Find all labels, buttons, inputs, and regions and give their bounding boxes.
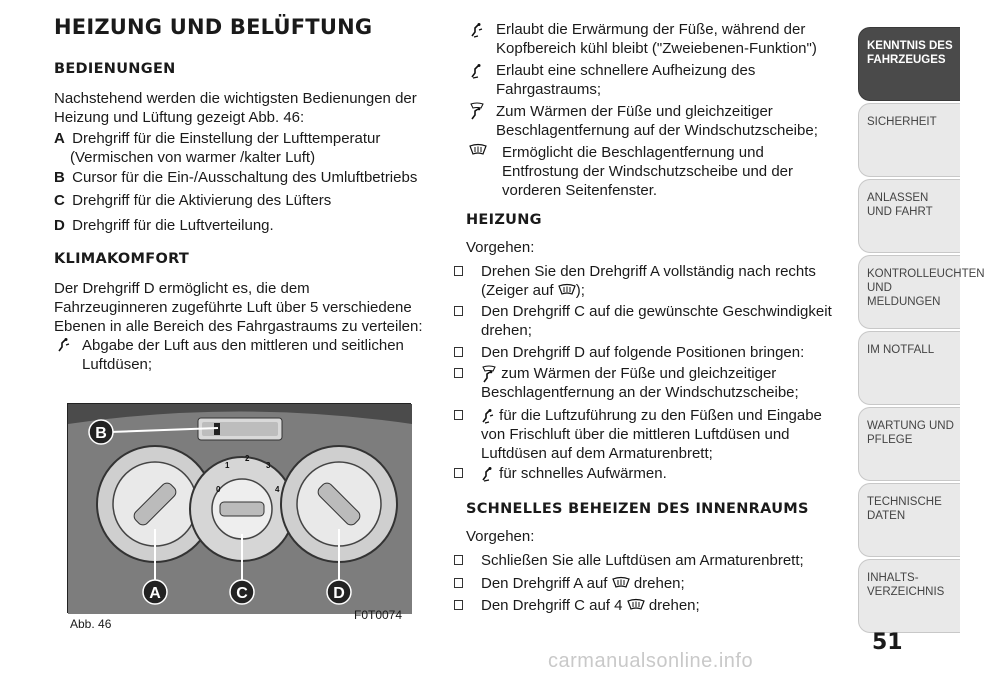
- callout-a: A: [149, 585, 161, 602]
- face-feet-vent-icon: [470, 22, 484, 38]
- schnell-step-3: Den Drehgriff C auf 4 drehen;: [452, 596, 857, 615]
- heizung-step-4: zum Wärmen der Füße und gleichzeitiger Beschlagentfernung an der Windschutzscheibe;: [452, 364, 857, 402]
- tab-kontrolleuchten[interactable]: KONTROLLEUCHTEN UND MELDUNGEN: [858, 255, 960, 329]
- watermark: carmanualsonline.info: [548, 650, 754, 672]
- figure-code: F0T0074: [354, 608, 403, 622]
- tab-inhaltsverzeichnis[interactable]: INHALTS- VERZEICHNIS: [858, 559, 960, 633]
- schnell-vorgehen: Vorgehen:: [466, 528, 535, 545]
- heizung-step-6: für schnelles Aufwärmen.: [452, 464, 857, 483]
- heizung-step-1: Drehen Sie den Drehgriff A vollständig nach rechts (Zeiger auf );: [452, 262, 857, 300]
- face-vent-text: Abgabe der Luft aus den mittleren und seitlichen Luftdüsen;: [82, 337, 404, 373]
- tab-im-notfall[interactable]: IM NOTFALL: [858, 331, 960, 405]
- schnell-step-1: Schließen Sie alle Luftdüsen am Armaturenbrett;: [452, 551, 857, 570]
- windscreen-defrost-icon: [469, 144, 487, 158]
- page-number: 51: [872, 630, 903, 655]
- face-feet-vent-icon: [481, 408, 495, 424]
- figure-abb-46: [67, 403, 411, 613]
- control-item-c: C Drehgriff für die Aktivierung des Lüfters: [54, 192, 332, 209]
- fan-speed-2: 2: [245, 454, 250, 463]
- feet-vent-icon: [481, 466, 495, 482]
- defrost-icon: [627, 599, 645, 613]
- klimakomfort-title: KLIMAKOMFORT: [54, 251, 190, 267]
- tab-kenntnis-des-fahrzeuges[interactable]: KENNTNIS DES FAHRZEUGES: [858, 27, 960, 101]
- bedienungen-title: BEDIENUNGEN: [54, 61, 176, 77]
- callout-b: B: [95, 425, 107, 442]
- mode-feet-defrost-text: Zum Wärmen der Füße und gleichzeitiger Beschlagentfernung auf der Windschutzscheibe;: [496, 103, 818, 139]
- heizung-vorgehen: Vorgehen:: [466, 239, 535, 256]
- mode-defrost-text: Ermöglicht die Beschlagentfernung und Entfrostung der Windschutzscheibe und der vorderen Seitenfenster.: [502, 144, 793, 199]
- fan-speed-3: 3: [266, 461, 271, 470]
- fan-speed-1: 1: [225, 461, 230, 470]
- callout-c: C: [236, 585, 248, 602]
- mode-face-feet-text: Erlaubt die Erwärmung der Füße, während der Kopfbereich kühl bleibt ("Zweiebenen-Funktion"): [496, 21, 817, 57]
- defrost-icon: [612, 577, 630, 591]
- tab-technische-daten[interactable]: TECHNISCHE DATEN: [858, 483, 960, 557]
- schnell-step-2: Den Drehgriff A auf drehen;: [452, 574, 857, 593]
- figure-caption: Abb. 46: [70, 617, 112, 631]
- bedienungen-intro: Nachstehend werden die wichtigsten Bedienungen der Heizung und Lüftung gezeigt Abb. 46:: [54, 90, 417, 126]
- section-heading: HEIZUNG UND BELÜFTUNG: [54, 15, 373, 39]
- feet-vent-icon: [470, 63, 484, 79]
- tab-sicherheit[interactable]: SICHERHEIT: [858, 103, 960, 177]
- fan-speed-4: 4: [275, 485, 280, 494]
- face-vent-icon: [56, 337, 70, 353]
- tab-wartung-und-pflege[interactable]: WARTUNG UND PFLEGE: [858, 407, 960, 481]
- control-item-b: B Cursor für die Ein-/Ausschaltung des Umluftbetriebs: [54, 169, 418, 186]
- klimakomfort-intro: Der Drehgriff D ermöglicht es, die dem Fahrzeuginneren zugeführte Luft über 5 verschiedene Ebenen in alle Bereich des Fahrgastraums zu verteilen:: [54, 280, 423, 335]
- control-item-a: A Drehgriff für die Einstellung der Lufttemperatur (Vermischen von warmer /kalter Luft): [54, 130, 381, 166]
- tab-anlassen-und-fahrt[interactable]: ANLASSEN UND FAHRT: [858, 179, 960, 253]
- fan-speed-0: 0: [216, 485, 221, 494]
- heizung-title: HEIZUNG: [466, 212, 542, 228]
- control-item-d: D Drehgriff für die Luftverteilung.: [54, 217, 274, 234]
- heizung-step-2: Den Drehgriff C auf die gewünschte Geschwindigkeit drehen;: [452, 302, 857, 340]
- callout-d: D: [333, 585, 345, 602]
- hvac-panel-illustration: [68, 404, 412, 614]
- defrost-icon: [558, 284, 576, 298]
- feet-defrost-icon: [469, 102, 485, 120]
- chapter-tabs: [858, 0, 985, 678]
- feet-defrost-icon: [481, 365, 497, 383]
- heizung-step-5: für die Luftzuführung zu den Füßen und Eingabe von Frischluft über die mittleren Luftdüsen und Luftdüsen auf dem Armaturenbrett;: [452, 406, 857, 463]
- mode-feet-text: Erlaubt eine schnellere Aufheizung des Fahrgastraums;: [496, 62, 756, 98]
- schnell-title: SCHNELLES BEHEIZEN DES INNENRAUMS: [466, 501, 809, 517]
- heizung-step-3: Den Drehgriff D auf folgende Positionen bringen:: [452, 343, 857, 362]
